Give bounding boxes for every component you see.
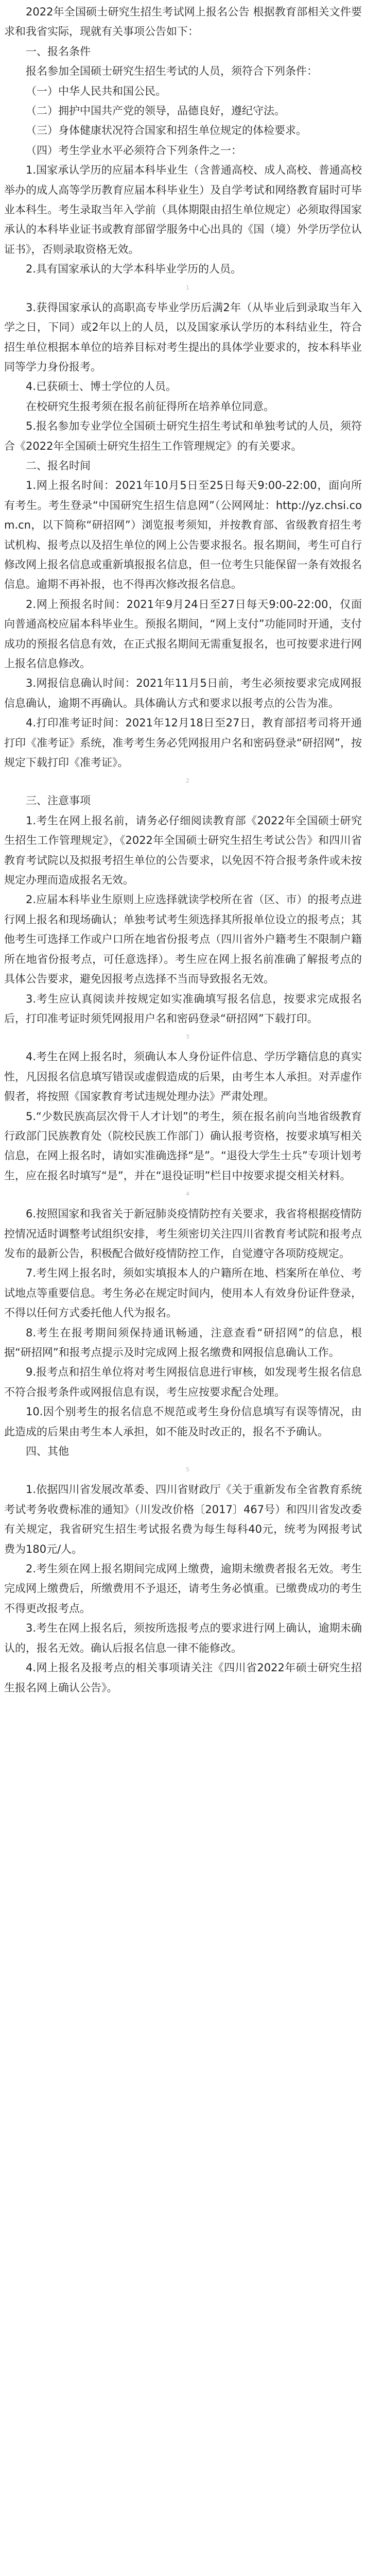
paragraph: 4.打印准考证时间：2021年12月18日至27日，教育部招考司将开通打印《准考证》系统，准考考生务必凭网报用户名和密码登录“研招网”，按规定下载打印《准考证》。: [4, 717, 362, 769]
paragraph: 4.已获硕士、博士学位的人员。: [26, 380, 177, 393]
paragraph: 1.国家承认学历的应届本科毕业生（含普通高校、成人高校、普通高校举办的成人高等学历教育应届本科毕业生）及自学考试和网络教育届时可毕业本科生。考生录取当年入学前（具体期限由招生单位规定）必须取得国家承认的本科毕业证书或教育部留学服务中心出具的《国（境）外学历学位认证书》，否则录取资格无效。: [4, 164, 362, 256]
paragraph: 5.报名参加专业学位全国硕士研究生招生考试和单独考试的人员，须符合《2022年全国硕士研究生招生工作管理规定》的有关要求。: [4, 420, 362, 452]
page-separator: 5: [186, 1466, 189, 1473]
paragraph: 5.“少数民族高层次骨干人才计划”的考生，须在报名前向当地省级教育行政部门民族教育处（院校民族工作部门）确认报考资格，按要求填写相关信息，在网上报名时，请如实准确选择“是”。“退役大学生士兵”专项计划考生，应在报名时填写“是”，并在“退役证明”栏目中按要求提交相关材料。: [4, 1110, 362, 1182]
paragraph: 4.网上报名及报考点的相关事项请关注《四川省2022年硕士研究生招生报名网上确认公告》。: [4, 1662, 362, 1694]
page-separator: 2: [186, 777, 189, 785]
paragraph: 3.考生在网上报名后，须按所选报考点的要求进行网上确认，逾期未确认的，报名无效。确认后报名信息一律不能修改。: [4, 1622, 362, 1654]
paragraph: 3.网报信息确认时间：2021年11月5日前，考生必须按要求完成网报信息确认，逾期不再确认。具体确认方式和要求以报考点的公告为准。: [4, 677, 362, 709]
paragraph: 1.考生在网上报名前，请务必仔细阅读教育部《2022年全国硕士研究生招生工作管理规定》，《2022年全国硕士研究生招生考试公告》和四川省教育考试院以及拟报考招生单位的公告要求，以免因不符合报考条件或未按规定办理而造成报名无效。: [4, 814, 362, 887]
paragraph: 10.因个别考生的报名信息不规范或考生身份信息填写有误等情况，由此造成的后果由考生本人承担，如不能及时改正的，报名不予确认。: [4, 1405, 362, 1438]
paragraph: 2.应届本科毕业生原则上应选择就读学校所在省（区、市）的报考点进行网上报名和现场确认；单独考试考生须选择其所报单位设立的报考点；其他考生可选择工作或户口所在地省份报考点（四川省外户籍考生不限制户籍所在地省份报考点，可任意选择）。考生应在网上报名前准确了解报考点的具体公告要求，避免因报考点选择不当而导致报名无效。: [4, 893, 362, 986]
paragraph: 8.考生在报考期间须保持通讯畅通，注意查看“研招网”的信息，根据“研招网”和报考点提示及时完成网上报名缴费和网报信息确认工作。: [4, 1326, 362, 1359]
paragraph: 9.报考点和招生单位将对考生网报信息进行审核，如发现考生报名信息不符合报考条件或网报信息有误，考生应按要求配合处理。: [4, 1366, 362, 1398]
paragraph: 四、其他: [26, 1445, 69, 1458]
section-heading: 二、报名时间: [26, 459, 91, 472]
section-heading: 一、报名条件: [26, 45, 91, 58]
paragraph: 4.考生在网上报名时，须确认本人身份证件信息、学历学籍信息的真实性，凡因报名信息填写错误或虚假造成的后果，由考生本人承担。对弄虚作假者，将按照《国家教育考试违规处理办法》严肃处理。: [4, 1050, 362, 1103]
section-heading: 三、注意事项: [26, 794, 91, 807]
paragraph: 3.考生应认真阅读并按规定如实准确填写报名信息，按要求完成报名后，打印准考证时须凭网报用户名和密码登录“研招网”下载打印。: [4, 992, 362, 1025]
paragraph: 7.考生网上报名时，须如实填报本人的户籍所在地、档案所在单位、考试地点等重要信息。考生务必在规定时间内，使用本人有效身份证件登录，不得以任何方式委托他人代为报名。: [4, 1267, 362, 1319]
paragraph: 2.具有国家承认的大学本科毕业学历的人员。: [26, 263, 242, 276]
page-separator: 1: [186, 284, 189, 291]
page-separator: 4: [186, 1191, 189, 1198]
intro-paragraph: 2022年全国硕士研究生招生考试网上报名公告 根据教育部相关文件要求和我省实际，现就有关事项公告如下：: [4, 6, 362, 38]
page-separator: 3: [186, 1033, 189, 1041]
paragraph: 报名参加全国硕士研究生招生考试的人员，须符合下列条件：: [26, 65, 318, 78]
paragraph: 2.网上预报名时间：2021年9月24日至27日每天9:00-22:00，仅面向普通高校应届本科毕业生。预报名期间，“网上支付”功能同时开通，支付成功的预报名信息有效，在正式报名期间无需重复报名，也可按要求进行网上报名信息修改。: [4, 598, 362, 670]
list-item: （一）中华人民共和国公民。: [26, 84, 166, 97]
paragraph: 1.网上报名时间：2021年10月5日至25日每天9:00-22:00，面向所有考生。考生登录“中国研究生招生信息网”（公网网址：http://yz.chsi.com.cn，以下简称“研招网”）浏览报考须知，并按教育部、省级教育招生考试机构、报考点以及招生单位的网上公告要求报名。报名期间，考生可自行修改网上报名信息或重新填报报名信息，但一位考生只能保留一条有效报名信息。逾期不再补报，也不得再次修改报名信息。: [4, 479, 362, 591]
list-item: （四）考生学业水平必须符合下列条件之一：: [26, 144, 242, 157]
paragraph: 在校研究生报考须在报名前征得所在培养单位同意。: [26, 400, 274, 413]
section-heading: 1.依据四川省发展改革委、四川省财政厅《关于重新发布全省教育系统考试考务收费标准的通知》（川发改价格〔2017〕467号）和四川省发改委有关规定，我省研究生招生考试报名费为每生每科40元，统考为网报考试费为180元/人。: [4, 1483, 362, 1555]
list-item: （二）拥护中国共产党的领导，品德良好，遵纪守法。: [26, 105, 285, 117]
paragraph: 6.按照国家和我省关于新冠肺炎疫情防控有关要求，我省将根据疫情防控情况适时调整考试组织安排，考生须密切关注四川省教育考试院和报考点发布的最新公告，积极配合做好疫情防控工作，自觉遵守各项防疫规定。: [4, 1208, 362, 1260]
paragraph: 3.获得国家承认的高职高专毕业学历后满2年（从毕业后到录取当年入学之日，下同）或2年以上的人员，以及国家承认学历的本科结业生，符合招生单位根据本单位的培养目标对考生提出的具体学业要求的，按本科毕业同等学力身份报考。: [4, 301, 362, 373]
paragraph: 2.考生须在网上报名期间完成网上缴费，逾期未缴费者报名无效。考生完成网上缴费后，所缴费用不予退还，请考生务必慎重。已缴费成功的考生不得更改报考点。: [4, 1563, 362, 1615]
list-item: （三）身体健康状况符合国家和招生单位规定的体检要求。: [26, 124, 307, 137]
